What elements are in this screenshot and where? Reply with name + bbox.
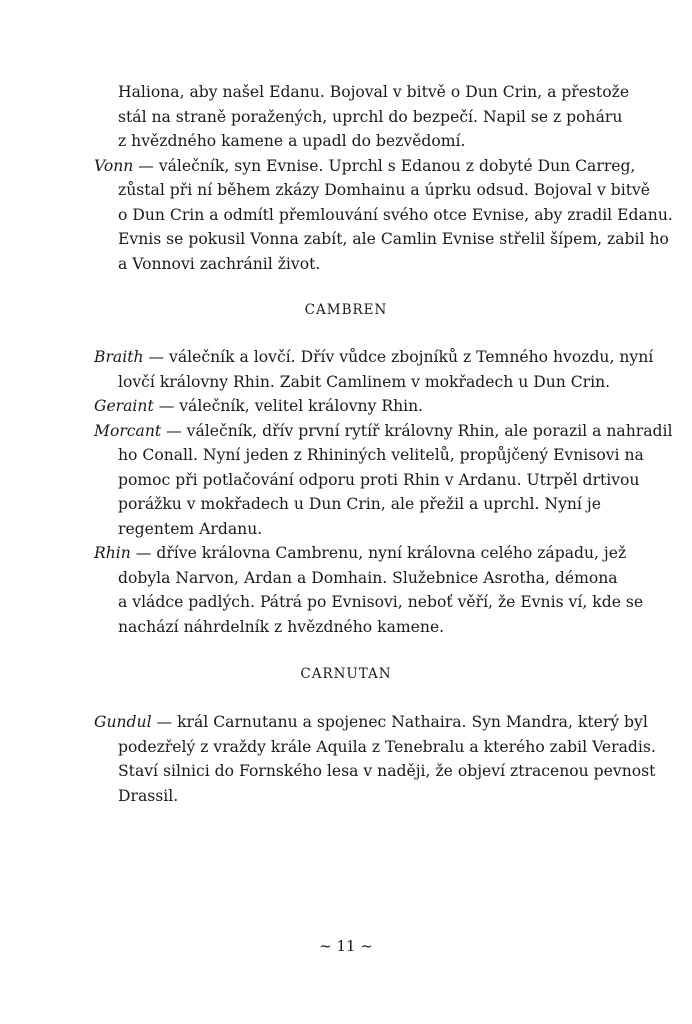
entry-line: pomoc při potlačování odporu proti Rhin v Ardanu. Utrpěl drtivou <box>118 470 640 489</box>
entry-continuation-line: Haliona, aby našel Edanu. Bojoval v bitvě o Dun Crin, a přestože <box>118 83 630 101</box>
character-name: Vonn <box>94 156 134 175</box>
section-heading-cambren: CAMBREN <box>304 302 388 318</box>
entry-line: regentem Ardanu. <box>118 519 263 538</box>
entry-line: podezřelý z vraždy krále Aquila z Tenebralu a kterého zabil Veradis. <box>118 737 656 756</box>
entry-line: a vládce padlých. Pátrá po Evnisovi, neboť věří, že Evnis ví, kde se <box>118 593 644 611</box>
entry-continuation-line: z hvězdného kamene a upadl do bezvědomí. <box>118 132 466 150</box>
character-name: Morcant <box>94 421 162 440</box>
entry-text: — válečník, syn Evnise. Uprchl s Edanou z dobyté Dun Carreg, <box>133 156 636 175</box>
entry-line: Staví silnici do Fornského lesa v naději, že objeví ztracenou pevnost <box>118 762 656 780</box>
entry-line: porážku v mokřadech u Dun Crin, ale přežil a uprchl. Nyní je <box>118 495 601 513</box>
entry-line: a Vonnovi zachránil život. <box>118 254 321 273</box>
entry-line: zůstal při ní během zkázy Domhainu a úprku odsud. Bojoval v bitvě <box>118 181 651 199</box>
entry-gundul <box>94 710 654 735</box>
entry-geraint <box>94 394 654 419</box>
entry-morcant <box>94 419 673 444</box>
entry-rhin <box>94 541 654 566</box>
entry-line: ho Conall. Nyní jeden z Rhininých velitelů, propůjčený Evnisovi na <box>118 446 644 464</box>
section-cambren <box>94 345 673 639</box>
section-carnutan <box>94 710 654 808</box>
entry-text: — král Carnutanu a spojenec Nathaira. Syn Mandra, který byl <box>151 713 648 731</box>
entry-text: — válečník, velitel královny Rhin. <box>153 397 424 415</box>
entry-continuation-line: stál na straně poražených, uprchl do bezpečí. Napil se z poháru <box>118 107 623 126</box>
entry-line: dobyla Narvon, Ardan a Domhain. Služebnice Asrotha, démona <box>118 568 618 587</box>
character-name: Braith <box>94 348 144 366</box>
entry-line: lovčí královny Rhin. Zabit Camlinem v mokřadech u Dun Crin. <box>118 372 611 391</box>
entry-line: Evnis se pokusil Vonna zabít, ale Camlin Evnise střelil šípem, zabil ho <box>118 230 669 248</box>
character-name: Geraint <box>94 397 154 415</box>
character-list-top <box>94 80 673 276</box>
entry-line: Drassil. <box>118 786 179 805</box>
character-name: Rhin <box>94 544 131 562</box>
entry-text: — válečník, dřív první rytíř královny Rhin, ale porazil a nahradil <box>161 421 673 440</box>
page-number: ~ 11 ~ <box>319 937 373 955</box>
entry-text: — válečník a lovčí. Dřív vůdce zbojníků z Temného hvozdu, nyní <box>143 348 654 366</box>
entry-line: nachází náhrdelník z hvězdného kamene. <box>118 617 445 636</box>
section-heading-carnutan: CARNUTAN <box>300 666 392 682</box>
entry-text: — dříve královna Cambrenu, nyní královna celého západu, jež <box>130 544 627 562</box>
entry-vonn <box>94 154 654 179</box>
character-name: Gundul <box>94 713 152 731</box>
entry-braith <box>94 345 654 370</box>
entry-line: o Dun Crin a odmítl přemlouvání svého otce Evnise, aby zradil Edanu. <box>118 205 673 224</box>
